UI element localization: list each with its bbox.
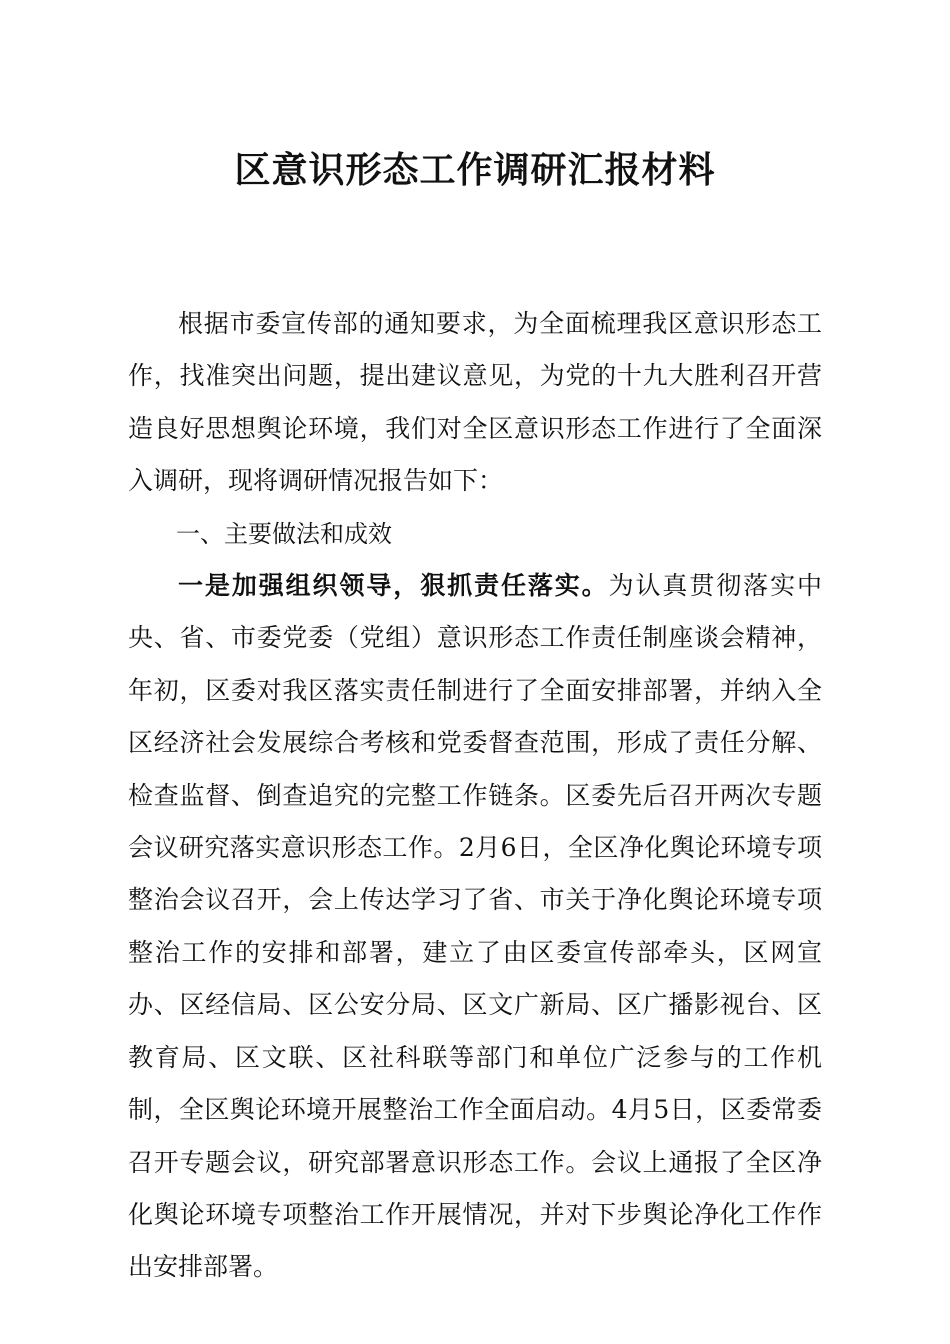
document-title: 区意识形态工作调研汇报材料 xyxy=(234,149,716,191)
point-one-paragraph xyxy=(128,560,822,1294)
intro-paragraph: 根据市委宣传部的通知要求，为全面梳理我区意识形态工作，找准突出问题，提出建议意见，为党的十九大胜利召开营造良好思想舆论环境，我们对全区意识形态工作进行了全面深入调研，现将调研情况报告如下： xyxy=(128,309,822,496)
point-one-lead: 一是加强组织领导，狠抓责任落实。 xyxy=(178,571,609,601)
point-one-text: 为认真贯彻落实中央、省、市委党委（党组）意识形态工作责任制座谈会精神，年初，区委对我区落实责任制进行了全面安排部署，并纳入全区经济社会发展综合考核和党委督查范围，形成了责任分解、检查监督、倒查追究的完整工作链条。区委先后召开两次专题会议研究落实意识形态工作。2月6日，全区净化舆论环境专项整治会议召开，会上传达学习了省、市关于净化舆论环境专项整治工作的安排和部署，建立了由区委宣传部牵头，区网宣办、区经信局、区公安分局、区文广新局、区广播影视台、区教育局、区文联、区社科联等部门和单位广泛参与的工作机制，全区舆论环境开展整治工作全面启动。4月5日，区委常委召开专题会议，研究部署意识形态工作。会议上通报了全区净化舆论环境专项整治工作开展情况，并对下步舆论净化工作作出安排部署。 xyxy=(128,571,822,1282)
document-body xyxy=(128,298,822,1294)
section-heading: 一、主要做法和成效 xyxy=(176,519,392,548)
